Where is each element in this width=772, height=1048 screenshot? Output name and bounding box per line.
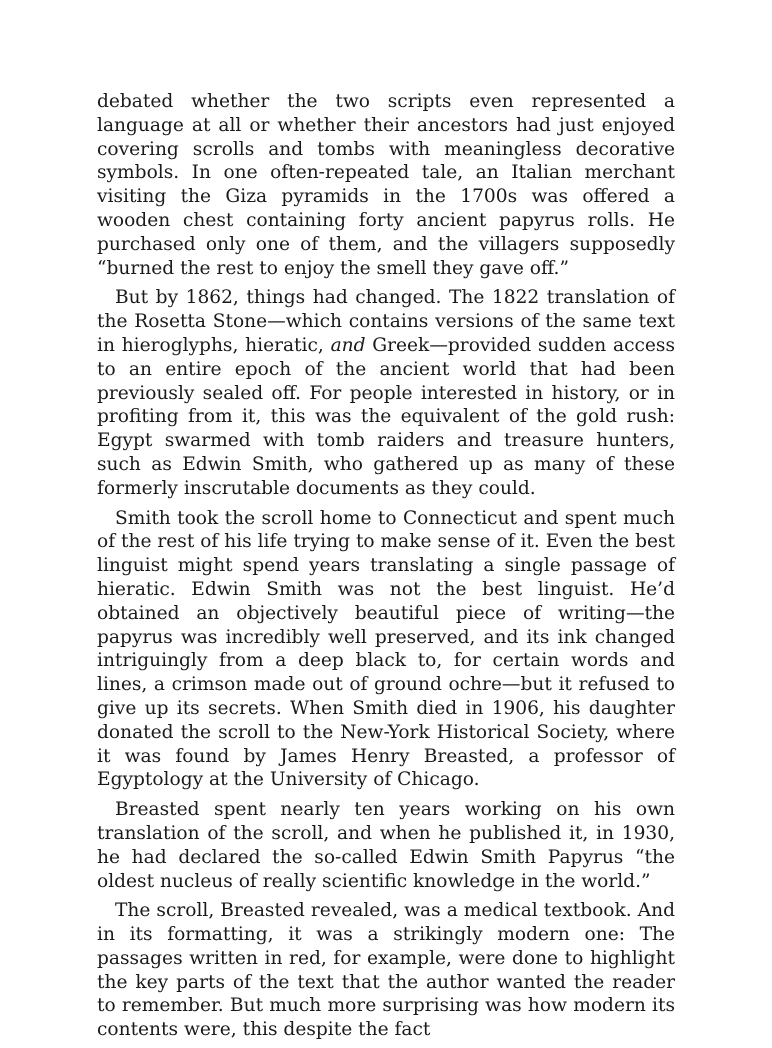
paragraph-1: [97, 90, 675, 280]
paragraph-2-text-b: Greek—provided sudden access to an entire epoch of the ancient world that had been previously sealed off. For people interested in history, or in profiting from it, this was the equivalent of the gold rush: Egypt swarmed with tomb raiders and treasure hunters, such as Edwin Smith, who gathered up as many of these formerly inscrutable documents as they could.: [97, 334, 675, 499]
paragraph-2-text-a: But by 1862, things had changed. The 1822 translation of the Rosetta Stone—which contains versions of the same text in hieroglyphs, hieratic,: [97, 287, 675, 356]
paragraph-3-text: Smith took the scroll home to Connecticut and spent much of the rest of his life trying to make sense of it. Even the best linguist might spend years translating a single passage of hieratic. Edwin Smith was not the best linguist. He’d obtained an objectively beautiful piece of writing—the papyrus was incredibly well preserved, and its ink changed intriguingly from a deep black to, for certain words and lines, a crimson made out of ground ochre—but it refused to give up its secrets. When Smith died in 1906, his daughter donated the scroll to the New-York Historical Society, where it was found by James Henry Breasted, a professor of Egyptology at the University of Chicago.: [97, 507, 675, 791]
paragraph-4: [97, 798, 675, 893]
book-page: [97, 90, 675, 1048]
paragraph-5: [97, 899, 675, 1042]
paragraph-2-italic-and: and: [330, 334, 366, 356]
paragraph-1-text: debated whether the two scripts even represented a language at all or whether their ancestors had just enjoyed covering scrolls and tombs with meaningless decorative symbols. In one often-repeated tale, an Italian merchant visiting the Giza pyramids in the 1700s was offered a wooden chest containing forty ancient papyrus rolls. He purchased only one of them, and the villagers supposedly “burned the rest to enjoy the smell they gave off.”: [97, 91, 675, 279]
paragraph-3: [97, 507, 675, 793]
paragraph-5-text: The scroll, Breasted revealed, was a medical textbook. And in its formatting, it was a strikingly modern one: The passages written in red, for example, were done to highlight the key parts of the text that the author wanted the reader to remember. But much more surprising was how modern its contents were, this despite the fact: [97, 900, 675, 1041]
paragraph-4-text: Breasted spent nearly ten years working on his own translation of the scroll, and when he published it, in 1930, he had declared the so-called Edwin Smith Papyrus “the oldest nucleus of really scientific knowledge in the world.”: [97, 799, 675, 892]
paragraph-2: [97, 286, 675, 500]
